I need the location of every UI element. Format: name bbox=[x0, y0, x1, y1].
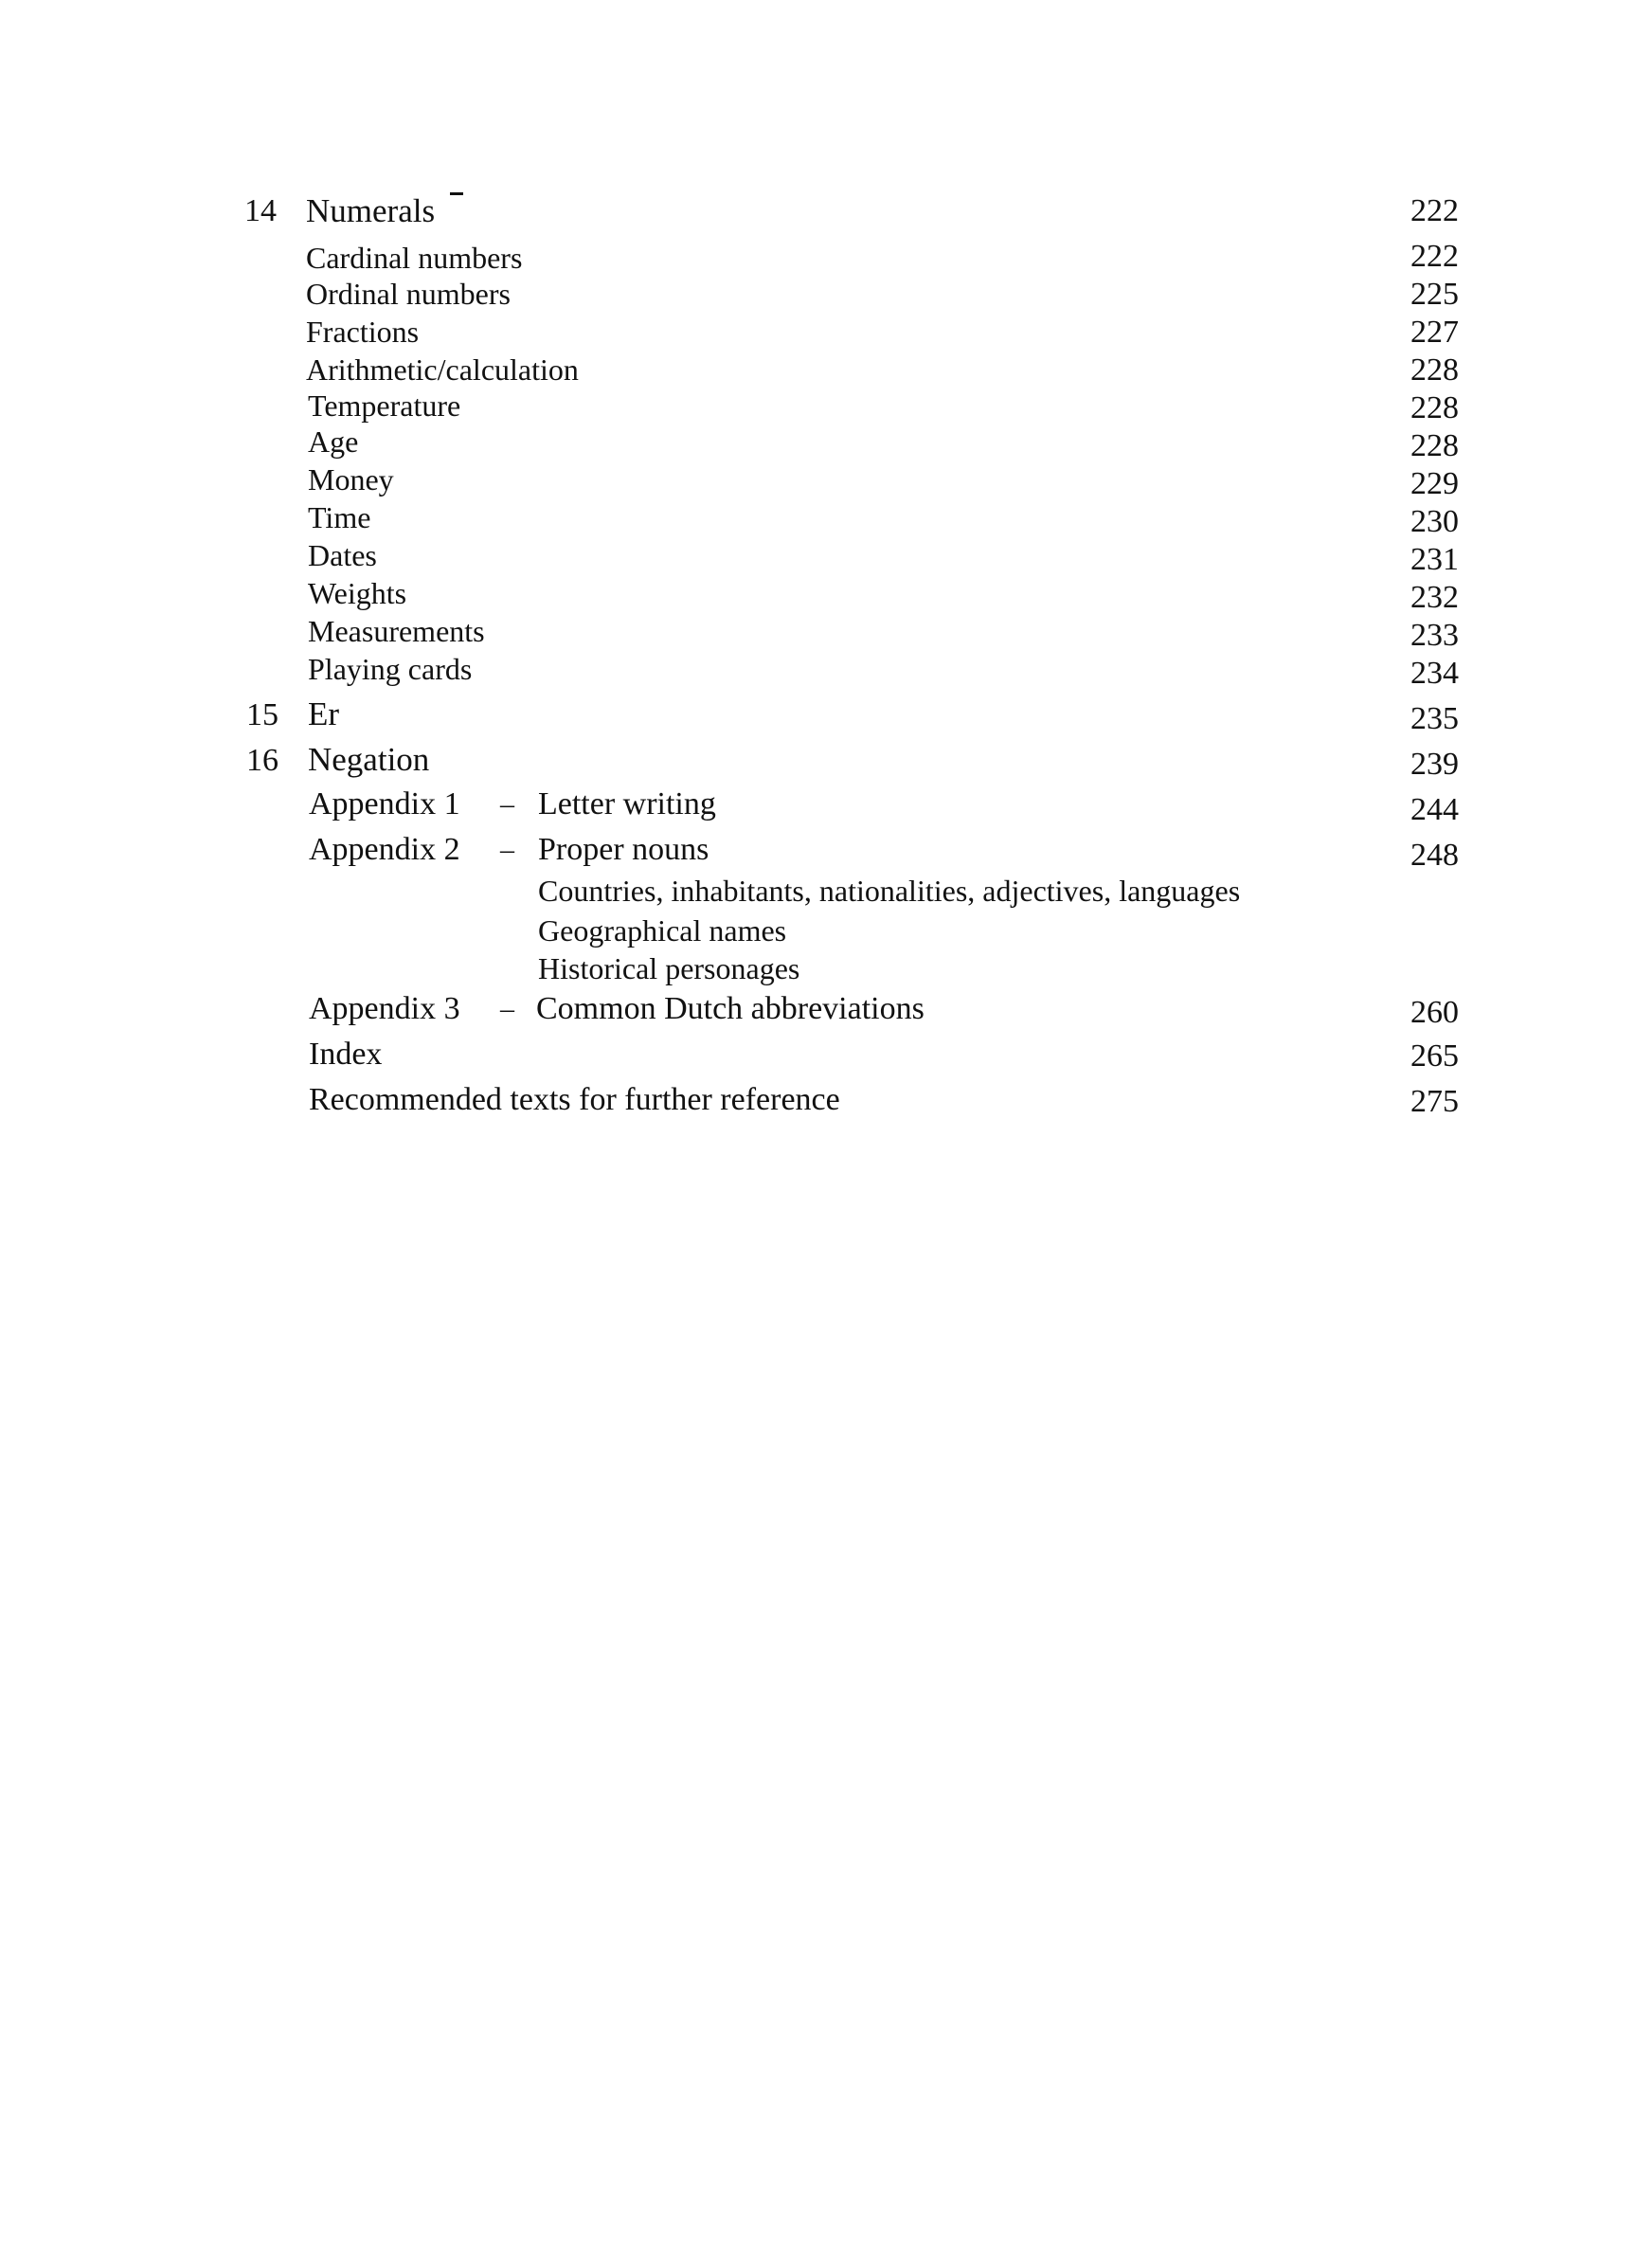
section-measurements: Measurements bbox=[308, 614, 485, 648]
section-page: 228 bbox=[1410, 390, 1459, 425]
stray-mark bbox=[450, 192, 463, 195]
section-temperature: Temperature bbox=[308, 388, 461, 423]
chapter-16-number: 16 bbox=[246, 743, 278, 778]
recommended-label: Recommended texts for further reference bbox=[309, 1082, 840, 1117]
appendix-3-page: 260 bbox=[1410, 995, 1459, 1030]
appendix-2-subitem: Countries, inhabitants, nationalities, adjectives, languages bbox=[538, 874, 1241, 908]
section-cardinal-numbers: Cardinal numbers bbox=[306, 241, 523, 275]
section-money: Money bbox=[308, 462, 394, 497]
section-page: 231 bbox=[1410, 542, 1459, 577]
section-page: 233 bbox=[1410, 618, 1459, 653]
section-playing-cards: Playing cards bbox=[308, 652, 473, 686]
chapter-15-page: 235 bbox=[1410, 701, 1459, 736]
section-page: 232 bbox=[1410, 580, 1459, 615]
chapter-15-number: 15 bbox=[246, 697, 278, 732]
section-page: 228 bbox=[1410, 352, 1459, 388]
section-page: 234 bbox=[1410, 656, 1459, 691]
appendix-1-label: Appendix 1 bbox=[309, 786, 460, 822]
section-page: 230 bbox=[1410, 504, 1459, 539]
index-page: 265 bbox=[1410, 1038, 1459, 1074]
appendix-3-label: Appendix 3 bbox=[309, 991, 460, 1026]
section-time: Time bbox=[308, 500, 371, 534]
index-label: Index bbox=[309, 1037, 383, 1072]
recommended-page: 275 bbox=[1410, 1084, 1459, 1119]
section-page: 229 bbox=[1410, 466, 1459, 501]
appendix-1-dash: – bbox=[500, 788, 514, 820]
appendix-2-label: Appendix 2 bbox=[309, 832, 460, 867]
appendix-2-subitem: Historical personages bbox=[538, 951, 800, 985]
chapter-16-title: Negation bbox=[308, 741, 430, 778]
appendix-2-dash: – bbox=[500, 834, 514, 865]
section-arithmetic: Arithmetic/calculation bbox=[306, 352, 579, 387]
section-dates: Dates bbox=[308, 538, 377, 572]
appendix-1-title: Letter writing bbox=[538, 786, 716, 822]
appendix-3-dash: – bbox=[500, 993, 514, 1024]
section-page: 227 bbox=[1410, 315, 1459, 350]
section-age: Age bbox=[308, 424, 359, 459]
section-ordinal-numbers: Ordinal numbers bbox=[306, 277, 511, 311]
appendix-3-title: Common Dutch abbreviations bbox=[536, 991, 925, 1026]
section-fractions: Fractions bbox=[306, 315, 420, 349]
section-page: 228 bbox=[1410, 428, 1459, 463]
appendix-2-page: 248 bbox=[1410, 838, 1459, 873]
appendix-2-subitem: Geographical names bbox=[538, 913, 787, 948]
appendix-2-title: Proper nouns bbox=[538, 832, 709, 867]
chapter-14-page: 222 bbox=[1410, 193, 1459, 228]
chapter-14-number: 14 bbox=[244, 193, 277, 228]
appendix-1-page: 244 bbox=[1410, 792, 1459, 827]
section-page: 222 bbox=[1410, 239, 1459, 274]
section-weights: Weights bbox=[308, 576, 407, 610]
chapter-16-page: 239 bbox=[1410, 747, 1459, 782]
section-page: 225 bbox=[1410, 277, 1459, 312]
chapter-14-title: Numerals bbox=[306, 192, 436, 229]
chapter-15-title: Er bbox=[308, 695, 340, 732]
